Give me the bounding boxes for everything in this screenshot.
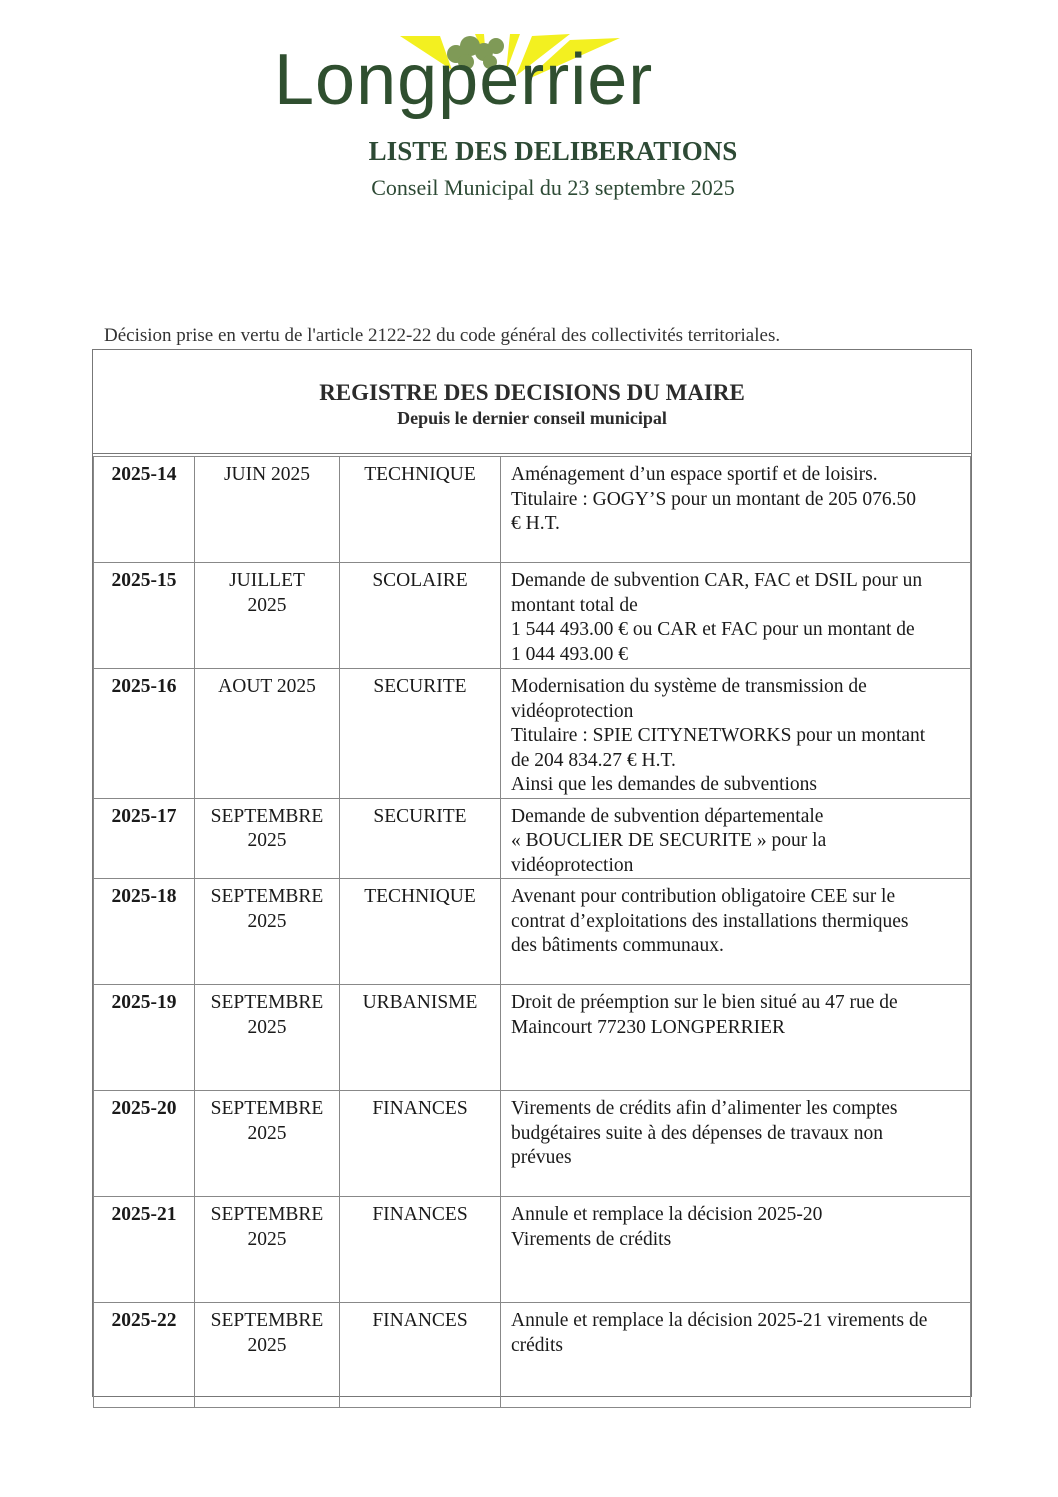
decision-category: TECHNIQUE	[340, 457, 501, 563]
decision-number: 2025-14	[94, 457, 195, 563]
table-row	[94, 879, 971, 985]
decision-date: SEPTEMBRE 2025	[195, 1197, 340, 1303]
register-subtitle: Depuis le dernier conseil municipal	[397, 408, 667, 428]
decision-date: SEPTEMBRE 2025	[195, 798, 340, 879]
page-title: LISTE DES DELIBERATIONS	[368, 136, 738, 166]
decision-date: JUILLET 2025	[195, 563, 340, 669]
legal-note: Décision prise en vertu de l'article 2122-22 du code général des collectivités territoriales.	[104, 325, 781, 346]
decision-category: FINANCES	[340, 1091, 501, 1197]
decision-description: Droit de préemption sur le bien situé au 47 rue de Maincourt 77230 LONGPERRIER	[501, 985, 971, 1091]
decision-number: 2025-19	[94, 985, 195, 1091]
table-row	[94, 669, 971, 799]
decision-description: Demande de subvention CAR, FAC et DSIL pour un montant total de 1 544 493.00 € ou CAR et FAC pour un montant de 1 044 493.00 €	[501, 563, 971, 669]
table-row	[94, 1303, 971, 1408]
decision-category: URBANISME	[340, 985, 501, 1091]
table-row	[94, 985, 971, 1091]
decision-number: 2025-17	[94, 798, 195, 879]
decision-description: Aménagement d’un espace sportif et de loisirs. Titulaire : GOGY’S pour un montant de 205 076.50 € H.T.	[501, 457, 971, 563]
decision-category: SECURITE	[340, 669, 501, 799]
register-title: REGISTRE DES DECISIONS DU MAIRE	[319, 380, 745, 405]
decision-date: SEPTEMBRE 2025	[195, 879, 340, 985]
decision-date: SEPTEMBRE 2025	[195, 1303, 340, 1408]
logo	[270, 30, 810, 130]
decision-description: Modernisation du système de transmission de vidéoprotection Titulaire : SPIE CITYNETWORKS pour un montant de 204 834.27 € H.T. Ainsi que les demandes de subventions	[501, 669, 971, 799]
decision-description: Annule et remplace la décision 2025-21 virements de crédits	[501, 1303, 971, 1408]
decisions-table	[93, 456, 971, 1408]
decision-category: FINANCES	[340, 1197, 501, 1303]
decision-category: FINANCES	[340, 1303, 501, 1408]
decision-category: TECHNIQUE	[340, 879, 501, 985]
decision-number: 2025-20	[94, 1091, 195, 1197]
register-frame	[92, 349, 972, 1397]
logo-text: Longperrier	[274, 40, 654, 120]
decision-description: Virements de crédits afin d’alimenter les comptes budgétaires suite à des dépenses de travaux non prévues	[501, 1091, 971, 1197]
decision-number: 2025-15	[94, 563, 195, 669]
decision-date: JUIN 2025	[195, 457, 340, 563]
decision-description: Annule et remplace la décision 2025-20 Virements de crédits	[501, 1197, 971, 1303]
table-row	[94, 563, 971, 669]
decision-number: 2025-16	[94, 669, 195, 799]
decision-description: Demande de subvention départementale « BOUCLIER DE SECURITE » pour la vidéoprotection	[501, 798, 971, 879]
register-header	[93, 350, 971, 454]
decision-number: 2025-18	[94, 879, 195, 985]
decision-category: SECURITE	[340, 798, 501, 879]
table-row	[94, 1197, 971, 1303]
decision-number: 2025-21	[94, 1197, 195, 1303]
decision-date: SEPTEMBRE 2025	[195, 1091, 340, 1197]
page-subtitle: Conseil Municipal du 23 septembre 2025	[371, 175, 735, 200]
decision-date: SEPTEMBRE 2025	[195, 985, 340, 1091]
decision-number: 2025-22	[94, 1303, 195, 1408]
table-row	[94, 1091, 971, 1197]
table-row	[94, 457, 971, 563]
decision-category: SCOLAIRE	[340, 563, 501, 669]
decision-date: AOUT 2025	[195, 669, 340, 799]
table-row	[94, 798, 971, 879]
decision-description: Avenant pour contribution obligatoire CEE sur le contrat d’exploitations des installations thermiques des bâtiments communaux.	[501, 879, 971, 985]
